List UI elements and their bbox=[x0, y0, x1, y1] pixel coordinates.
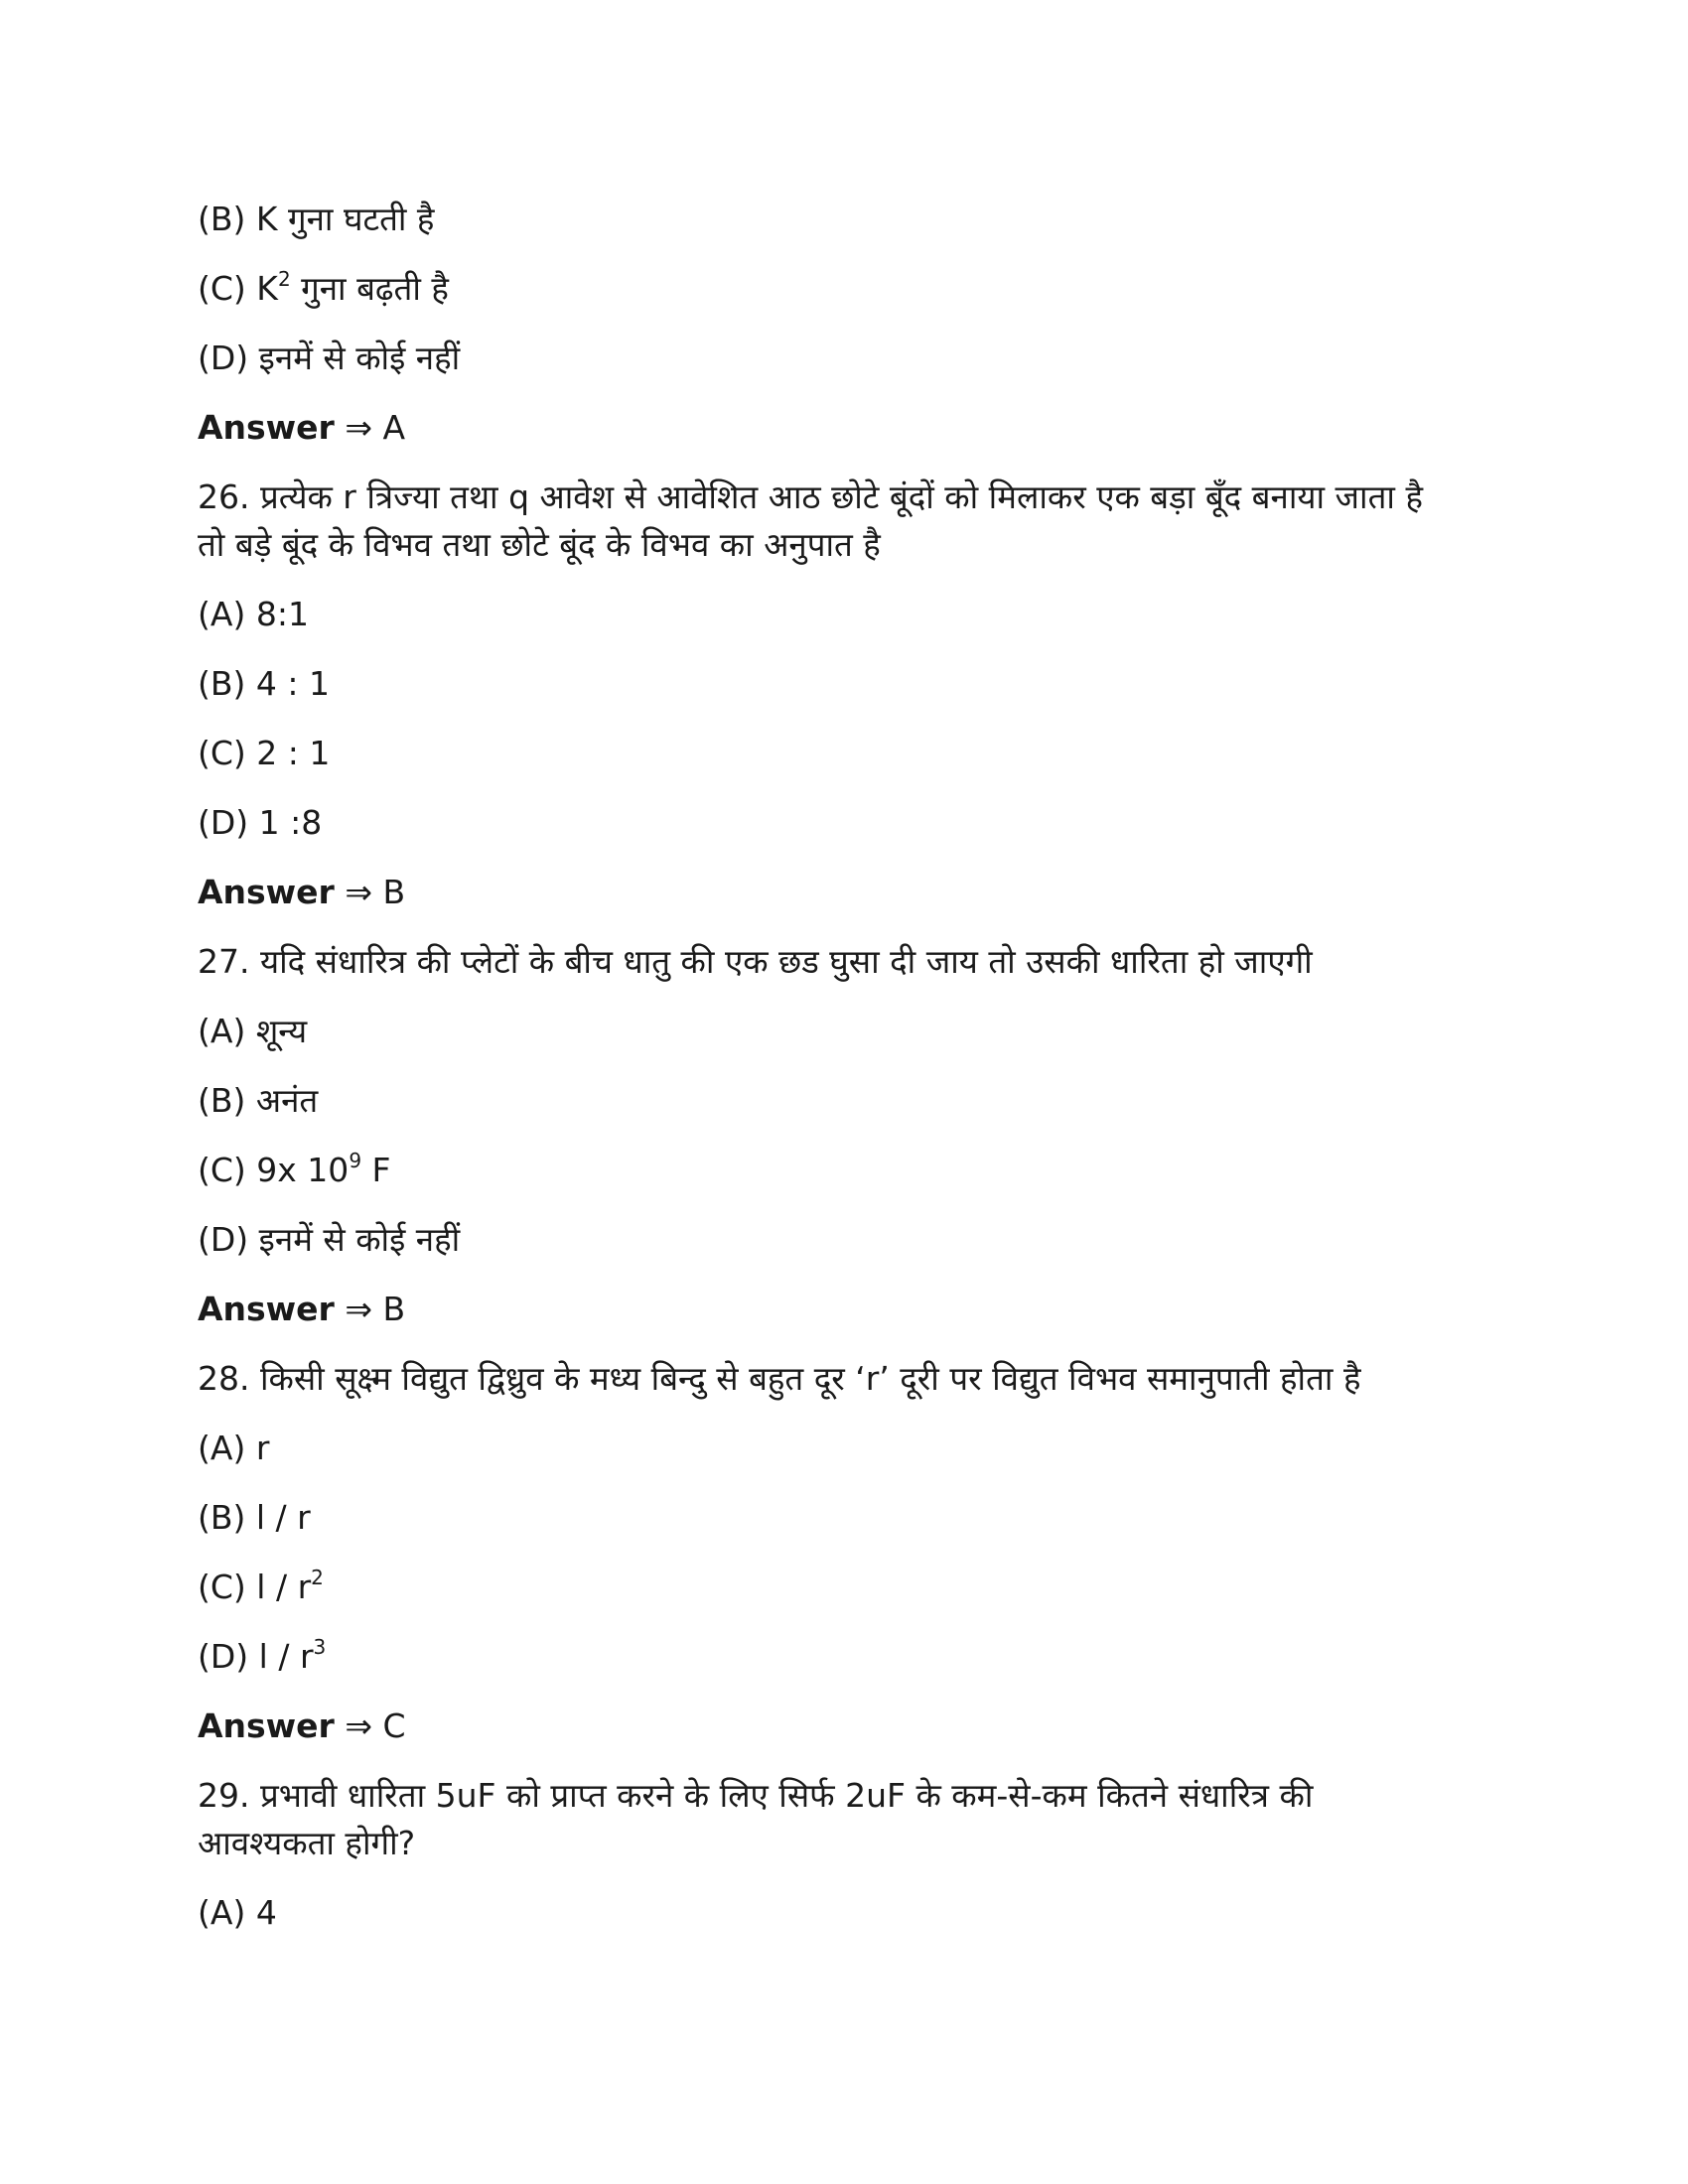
option-label: (A) bbox=[198, 1012, 246, 1050]
option-superscript: 3 bbox=[313, 1635, 327, 1659]
q25-option-d bbox=[198, 335, 460, 382]
option-text-pre: l / r bbox=[256, 1568, 312, 1606]
option-label: (A) bbox=[198, 1893, 246, 1932]
option-text: l / r bbox=[255, 1498, 311, 1537]
option-label: (B) bbox=[198, 1498, 246, 1537]
option-text: r bbox=[255, 1429, 270, 1467]
q27-answer bbox=[198, 1286, 405, 1333]
q27-option-c bbox=[198, 1147, 391, 1194]
q26-option-b bbox=[198, 660, 330, 708]
answer-arrow: ⇒ bbox=[345, 1706, 372, 1745]
option-text-post: F bbox=[361, 1151, 391, 1189]
option-label: (C) bbox=[198, 734, 246, 772]
option-text: 8:1 bbox=[255, 595, 309, 633]
option-label: (C) bbox=[198, 1151, 246, 1189]
answer-value: B bbox=[382, 1290, 406, 1328]
q26-option-a bbox=[198, 591, 309, 638]
option-text-pre: K bbox=[256, 269, 278, 308]
answer-label: Answer bbox=[198, 408, 335, 447]
q28-option-d bbox=[198, 1633, 326, 1681]
q29-question-line-2: आवश्यकता होगी? bbox=[198, 1824, 416, 1862]
option-label: (C) bbox=[198, 269, 246, 308]
q28-answer bbox=[198, 1703, 406, 1750]
option-label: (B) bbox=[198, 200, 246, 238]
option-text: अनंत bbox=[255, 1081, 319, 1120]
option-label: (D) bbox=[198, 1637, 249, 1676]
q28-question-line-1: 28. किसी सूक्ष्म विद्युत द्विध्रुव के मध्य बिन्दु से बहुत दूर ‘r’ दूरी पर विद्युत विभव समानुपाती होता है bbox=[198, 1359, 1361, 1398]
option-label: (D) bbox=[198, 1220, 249, 1259]
option-text: 2 : 1 bbox=[256, 734, 331, 772]
answer-arrow: ⇒ bbox=[345, 1290, 372, 1328]
answer-label: Answer bbox=[198, 1290, 335, 1328]
option-text: इनमें से कोई नहीं bbox=[258, 339, 461, 377]
option-label: (A) bbox=[198, 1429, 246, 1467]
option-label: (C) bbox=[198, 1568, 246, 1606]
q29-question-line-1: 29. प्रभावी धारिता 5uF को प्राप्त करने के लिए सिर्फ 2uF के कम-से-कम कितने संधारित्र की bbox=[198, 1776, 1314, 1815]
q27-option-b bbox=[198, 1077, 318, 1125]
option-superscript: 2 bbox=[311, 1566, 324, 1589]
q25-answer bbox=[198, 404, 405, 452]
q29-option-a bbox=[198, 1889, 277, 1937]
option-label: (D) bbox=[198, 803, 249, 842]
answer-value: C bbox=[382, 1706, 406, 1745]
option-label: (D) bbox=[198, 339, 249, 377]
option-superscript: 9 bbox=[349, 1149, 362, 1172]
answer-label: Answer bbox=[198, 873, 335, 911]
answer-value: B bbox=[382, 873, 406, 911]
option-text-pre: l / r bbox=[258, 1637, 314, 1676]
answer-value: A bbox=[382, 408, 406, 447]
option-text: K गुना घटती है bbox=[255, 200, 435, 238]
option-text: 4 : 1 bbox=[255, 664, 330, 703]
option-text: 4 bbox=[255, 1893, 277, 1932]
option-label: (B) bbox=[198, 1081, 246, 1120]
answer-arrow: ⇒ bbox=[345, 408, 372, 447]
q28-option-c bbox=[198, 1564, 324, 1611]
q26-option-c bbox=[198, 730, 330, 777]
option-text: इनमें से कोई नहीं bbox=[258, 1220, 461, 1259]
q27-question-line-1: 27. यदि संधारित्र की प्लेटों के बीच धातु की एक छड घुसा दी जाय तो उसकी धारिता हो जाएगी bbox=[198, 942, 1313, 981]
option-text: 1 :8 bbox=[258, 803, 323, 842]
q27-option-d bbox=[198, 1216, 460, 1264]
answer-label: Answer bbox=[198, 1706, 335, 1745]
q26-question-line-2: तो बड़े बूंद के विभव तथा छोटे बूंद के विभव का अनुपात है bbox=[198, 525, 881, 564]
answer-arrow: ⇒ bbox=[345, 873, 372, 911]
option-text: शून्य bbox=[255, 1012, 308, 1050]
option-text-pre: 9x 10 bbox=[256, 1151, 350, 1189]
q26-option-d bbox=[198, 799, 322, 847]
q25-option-c bbox=[198, 265, 449, 313]
q26-answer bbox=[198, 869, 405, 916]
q25-option-b bbox=[198, 196, 434, 243]
q26-question-line-1: 26. प्रत्येक r त्रिज्या तथा q आवेश से आवेशित आठ छोटे बूंदों को मिलाकर एक बड़ा बूँद बनाया जाता है bbox=[198, 478, 1423, 516]
option-label: (B) bbox=[198, 664, 246, 703]
option-text-post: गुना बढ़ती है bbox=[290, 269, 449, 308]
q28-option-b bbox=[198, 1494, 311, 1542]
q28-option-a bbox=[198, 1425, 269, 1472]
option-label: (A) bbox=[198, 595, 246, 633]
q27-option-a bbox=[198, 1008, 307, 1055]
option-superscript: 2 bbox=[277, 267, 291, 291]
